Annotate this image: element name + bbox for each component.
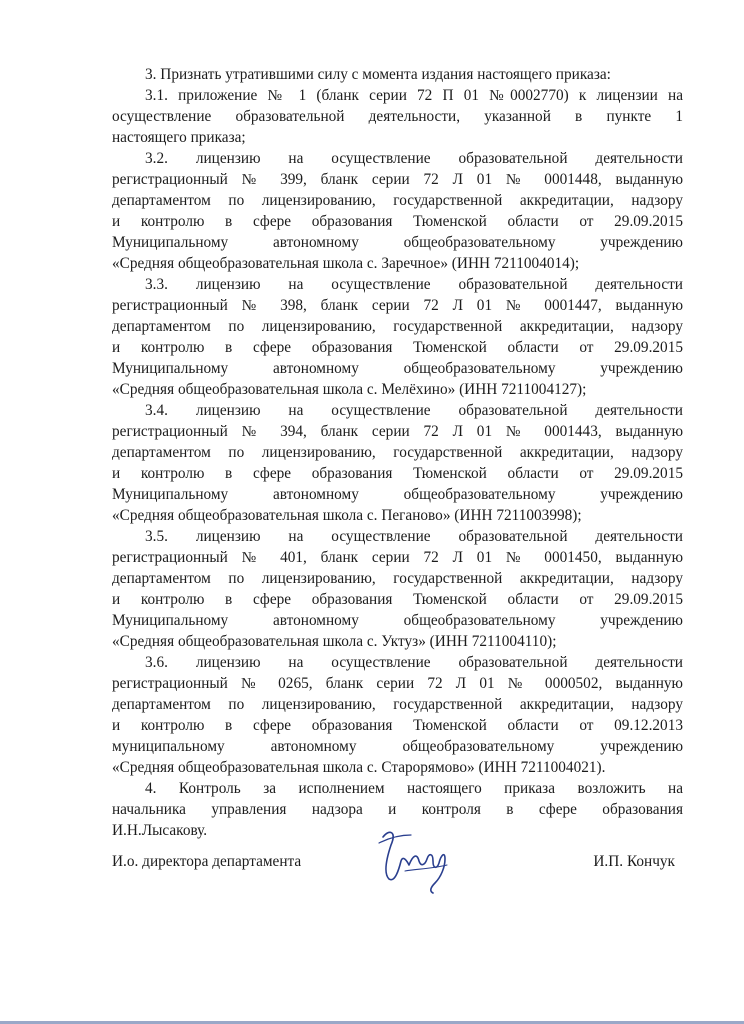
para-3-5-line-1: 3.5. лицензию на осуществление образовательной деятельности	[145, 528, 683, 545]
para-3-5-line-4: и контролю в сфере образования Тюменской области от 29.09.2015	[112, 591, 683, 608]
para-3-1-line-1: 3.1. приложение № 1 (бланк серии 72 П 01 №0002770) к лицензии на	[145, 87, 683, 104]
signatory-name: И.П. Кончук	[593, 853, 675, 870]
para-3-3-line-5: Муниципальному автономному общеобразовательному учреждению	[112, 360, 683, 377]
para-3-3-line-1: 3.3. лицензию на осуществление образовательной деятельности	[145, 276, 683, 293]
para-4-line-2: начальника управления надзора и контроля в сфере образования	[112, 801, 683, 818]
para-3-4-line-6: «Средняя общеобразовательная школа с. Пеганово» (ИНН 7211003998);	[112, 507, 582, 524]
para-3-6-line-5: муниципальному автономному общеобразовательному учреждению	[112, 738, 683, 755]
para-3-6-line-3: департаментом по лицензированию, государственной аккредитации, надзору	[112, 696, 683, 713]
para-3-6-line-4: и контролю в сфере образования Тюменской области от 09.12.2013	[112, 717, 683, 734]
para-3-2-line-6: «Средняя общеобразовательная школа с. Заречное» (ИНН 7211004014);	[112, 255, 580, 272]
para-3-1-line-3: настоящего приказа;	[112, 129, 246, 146]
para-3-5-line-2: регистрационный № 401, бланк серии 72 Л 01 № 0001450, выданную	[112, 549, 683, 566]
signatory-title: И.о. директора департамента	[112, 853, 302, 870]
handwritten-signature	[375, 825, 455, 895]
para-3-3-line-2: регистрационный № 398, бланк серии 72 Л 01 № 0001447, выданную	[112, 297, 683, 314]
para-4-line-3: И.Н.Лысакову.	[112, 822, 208, 839]
para-3-3-line-3: департаментом по лицензированию, государственной аккредитации, надзору	[112, 318, 683, 335]
para-3-4-line-3: департаментом по лицензированию, государственной аккредитации, надзору	[112, 444, 683, 461]
para-3-4-line-1: 3.4. лицензию на осуществление образовательной деятельности	[145, 402, 683, 419]
para-3-2-line-3: департаментом по лицензированию, государственной аккредитации, надзору	[112, 192, 683, 209]
para-3-6-line-1: 3.6. лицензию на осуществление образовательной деятельности	[145, 654, 683, 671]
para-4-line-1: 4. Контроль за исполнением настоящего приказа возложить на	[145, 780, 683, 797]
para-3-5-line-3: департаментом по лицензированию, государственной аккредитации, надзору	[112, 570, 683, 587]
para-3-4-line-4: и контролю в сфере образования Тюменской области от 29.09.2015	[112, 465, 683, 482]
para-3-2-line-4: и контролю в сфере образования Тюменской области от 29.09.2015	[112, 213, 683, 230]
para-3-2-line-1: 3.2. лицензию на осуществление образовательной деятельности	[145, 150, 683, 167]
para-3-5-line-6: «Средняя общеобразовательная школа с. Уктуз» (ИНН 7211004110);	[112, 633, 557, 650]
para-3-5-line-5: Муниципальному автономному общеобразовательному учреждению	[112, 612, 683, 629]
para-3-heading: 3. Признать утратившими силу с момента издания настоящего приказа:	[145, 66, 611, 83]
para-3-3-line-6: «Средняя общеобразовательная школа с. Мелёхино» (ИНН 7211004127);	[112, 381, 587, 398]
para-3-2-line-2: регистрационный № 399, бланк серии 72 Л 01 № 0001448, выданную	[112, 171, 683, 188]
para-3-4-line-2: регистрационный № 394, бланк серии 72 Л 01 № 0001443, выданную	[112, 423, 683, 440]
para-3-4-line-5: Муниципальному автономному общеобразовательному учреждению	[112, 486, 683, 503]
para-3-3-line-4: и контролю в сфере образования Тюменской области от 29.09.2015	[112, 339, 683, 356]
para-3-1-line-2: осуществление образовательной деятельности, указанной в пункте 1	[112, 108, 683, 125]
para-3-6-line-2: регистрационный № 0265, бланк серии 72 Л 01 № 0000502, выданную	[112, 675, 683, 692]
para-3-6-line-6: «Средняя общеобразовательная школа с. Старорямово» (ИНН 7211004021).	[112, 759, 606, 776]
para-3-2-line-5: Муниципальному автономному общеобразовательному учреждению	[112, 234, 683, 251]
